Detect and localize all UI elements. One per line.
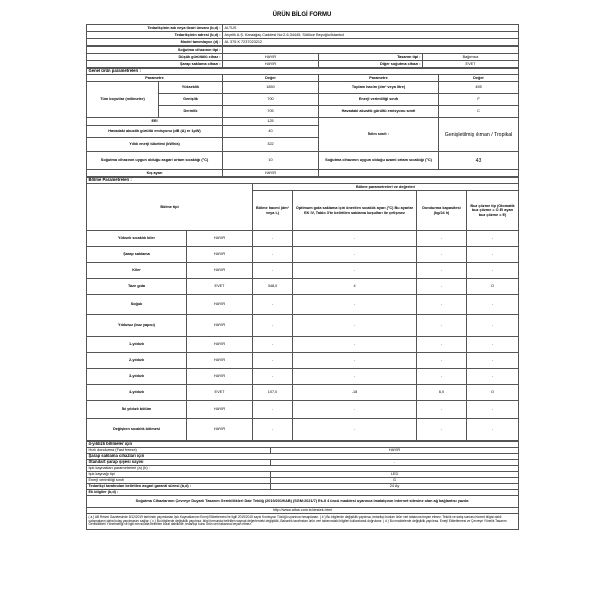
compartment-defrost-type: -: [467, 315, 519, 337]
climate-class-value: Genişletilmiş ılıman / Tropikal: [439, 118, 519, 152]
supplier-address-value: Arçelik A.Ş. Karaağaç Caddesi No:2-6,34445, Sütlüce Beyoğlu/İstanbul: [223, 32, 519, 39]
compartment-volume: -: [253, 315, 293, 337]
compartment-flag: EVET: [187, 385, 253, 401]
height-label: Yükseklik: [159, 82, 223, 94]
energy-class-label: Enerji verimliliği sınıfı: [319, 94, 439, 106]
setting-header: Optimum gıda saklama için önerilen sıcaklık ayarı (°C) Bu ayarlar EK IV, Tablo 3'te belirtilen saklama koşulları ile çelişmez: [293, 191, 417, 231]
compartment-setting: -: [293, 401, 417, 419]
wine-bottles-label: Standart şarap şişesi sayısı: [87, 460, 271, 466]
general-params-title: Genel ürün parametreleri :: [87, 69, 519, 75]
compartment-flag: HAYIR: [187, 419, 253, 441]
compartment-flag: HAYIR: [187, 247, 253, 263]
design-type-label: Tasarım tipi :: [319, 54, 423, 61]
type-label: Soğutma cihazının tipi :: [87, 47, 223, 54]
compartment-freeze-capacity: -: [417, 315, 467, 337]
compartment-freeze-capacity: -: [417, 369, 467, 385]
compartment-name: 3-yıldızlı: [87, 369, 187, 385]
value-header-right: Değer: [439, 75, 519, 82]
compartment-flag: HAYIR: [187, 315, 253, 337]
height-value: 1850: [223, 82, 319, 94]
light-type-value: LED: [271, 472, 519, 478]
wine-storage-label: Şarap saklama cihazı :: [87, 61, 223, 68]
noise-emission-label: Havadaki akustik gürültü emisyonu (dB (A) re 1pW): [87, 126, 223, 138]
volume-header: Bölme hacmi (dm³ veya L): [253, 191, 293, 231]
compartment-row: [87, 385, 519, 401]
compartment-defrost-type: -: [467, 353, 519, 369]
compartment-flag: HAYIR: [187, 369, 253, 385]
supplier-name-label: Tedarikçinin adı veya ticari ünvanı (b,d) :: [87, 25, 223, 32]
compartment-setting: -: [293, 263, 417, 279]
supplier-name-value: ALTUS: [223, 25, 519, 32]
dimensions-label: Tüm boyutlar (milimetre): [87, 82, 159, 118]
compartment-name: Yıldızsız (buz yapıcı): [87, 315, 187, 337]
other-appliance-label: Diğer soğutma cihazı :: [319, 61, 423, 68]
compartment-flag: HAYIR: [187, 231, 253, 247]
max-temp-value: 43: [439, 152, 519, 170]
compartment-flag: HAYIR: [187, 263, 253, 279]
footnote: ( a ) AB Resmi Gazetesinde 5/12/2019 tarihinde yayımlanan Işık Kaynaklarının Enerji Etiketlemesi ile İlgili 2019/2015 sayılı Komisyon Tüzüğü uyarınca hesaplanan. ( b ) Bu bilgilerde değişiklik yapılırsa, tedarikçi bunları ürün veri tabanına beyan etmez. Teknik ve satış sonrası hizmet bilgisi dahil çalışmaların daha kolay yapılmasını sağlar. ( c ) Bu bilgilerde değişiklik yapılırsa, bilgi formunda belirtilen sayısal değerlerdeki değişiklik, Bakanlık tarafından ürün veri tabanındaki bilgileri kullanılarak doğrulanır. ( d ) Bu maddelerde değişiklik yapılırsa, Enerji Etiketlemesi ve Çevreye Yönelik Tasarım Gereklilikleri Yönetmeliği ve ilgili mevzuatta belirtilen kural dahilinde, tedarikçi bunu ürün veri tabanına beyan etmez.: [87, 514, 519, 530]
value-header: Değer: [223, 75, 319, 82]
compartment-row: [87, 353, 519, 369]
compartment-setting: -: [293, 231, 417, 247]
compartment-defrost-type: -: [467, 263, 519, 279]
extra-params-table: [86, 441, 519, 530]
compartment-row: [87, 279, 519, 295]
compartment-setting: -18: [293, 385, 417, 401]
depth-value: 705: [223, 106, 319, 118]
low-noise-value: HAYIR: [223, 54, 319, 61]
compartment-row: [87, 337, 519, 353]
min-temp-label: Soğutma cihazının uygun olduğu asgari ortam sıcaklığı (°C): [87, 152, 223, 170]
total-volume-value: 455: [439, 82, 519, 94]
low-noise-label: Düşük gürültülü cihaz :: [87, 54, 223, 61]
light-class-label: Enerji verimliliği sınıfı: [87, 478, 271, 484]
total-volume-label: Toplam hacim (dm³ veya litre): [319, 82, 439, 94]
compartment-freeze-capacity: -: [417, 263, 467, 279]
light-type-label: Işık kaynağı tipi: [87, 472, 271, 478]
compartment-flag: EVET: [187, 279, 253, 295]
compartment-volume: -: [253, 263, 293, 279]
compartment-setting: -: [293, 353, 417, 369]
wine-storage-value: HAYIR: [223, 61, 319, 68]
compartment-defrost-type: -: [467, 247, 519, 263]
compartment-row: [87, 315, 519, 337]
light-class-value: G: [271, 478, 519, 484]
compartment-setting: -: [293, 337, 417, 353]
other-appliance-value: EVET: [423, 61, 519, 68]
compartment-row: [87, 295, 519, 315]
compartment-volume: -: [253, 295, 293, 315]
compartment-defrost-type: -: [467, 295, 519, 315]
compartment-flag: HAYIR: [187, 337, 253, 353]
compartment-params-title: Bölme Parametreleri :: [87, 178, 519, 184]
light-section-title: Işık kaynakları parametreleri (a) (b) :: [87, 466, 519, 472]
compartment-volume: -: [253, 353, 293, 369]
compartment-name: 1-yıldızlı: [87, 337, 187, 353]
compartment-setting: -: [293, 295, 417, 315]
compartment-row: [87, 369, 519, 385]
warranty-value: 24 Ay: [271, 484, 519, 490]
support-link[interactable]: http://www.altus.com.tr/destek.html: [87, 508, 519, 514]
compartment-table: [86, 177, 519, 441]
compartment-volume: -: [253, 419, 293, 441]
compartment-freeze-capacity: -: [417, 279, 467, 295]
warranty-label: Tedarikçi tarafından belirtilen asgari garanti süresi (b,d) :: [87, 484, 271, 490]
min-temp-value: 10: [223, 152, 319, 170]
page-title: ÜRÜN BİLGİ FORMU: [272, 12, 332, 18]
max-temp-label: Soğutma cihazının uygun olduğu azami ortam sıcaklığı (°C): [319, 152, 439, 170]
compartment-defrost-type: -: [467, 401, 519, 419]
fast-freeze-label: Hızlı dondurma (Fast freeze): [87, 448, 271, 454]
supplier-address-label: Tedarikçinin adresi (b,d) :: [87, 32, 223, 39]
compartment-row: [87, 401, 519, 419]
compartment-defrost-type: -: [467, 369, 519, 385]
param-header-right: Parametre: [319, 75, 439, 82]
compartment-name: 2-yıldızlı: [87, 353, 187, 369]
design-type-value: Bağımsız: [423, 54, 519, 61]
compartment-name: Yüksek sıcaklık kiler: [87, 231, 187, 247]
compartment-freeze-capacity: -: [417, 353, 467, 369]
width-value: 700: [223, 94, 319, 106]
compartment-freeze-capacity: -: [417, 419, 467, 441]
model-value: AL 375 K 7237023212: [223, 39, 519, 46]
energy-class-value: F: [439, 94, 519, 106]
compartment-setting: -: [293, 247, 417, 263]
eei-value: 125: [223, 118, 319, 126]
compartment-row: [87, 419, 519, 441]
model-label: Model tanımlayıcı (d) :: [87, 39, 223, 46]
compartment-name: Soğuk: [87, 295, 187, 315]
compartment-volume: -: [253, 337, 293, 353]
compartment-setting: 4: [293, 279, 417, 295]
compartment-volume: -: [253, 231, 293, 247]
defrost-type-header: Buz çözme tip (Otomatik buz çözme = O El ayarı buz çözme = E): [467, 191, 519, 231]
wine-section-title: Şarap saklama cihazları için: [87, 454, 519, 460]
param-header: Parametre: [87, 75, 223, 82]
compartment-volume: -: [253, 247, 293, 263]
compartment-name: Kiler: [87, 263, 187, 279]
compartment-volume: 107,0: [253, 385, 293, 401]
wine-bottles-value: -: [271, 460, 519, 466]
fast-freeze-value: HAYIR: [271, 448, 519, 454]
compartment-setting: -: [293, 315, 417, 337]
compartment-setting: -: [293, 369, 417, 385]
product-info-form: [86, 10, 518, 530]
supplier-table: [86, 24, 519, 46]
compartment-defrost-type: -: [467, 231, 519, 247]
width-label: Genişlik: [159, 94, 223, 106]
noise-class-value: C: [439, 106, 519, 118]
freeze-capacity-header: Dondurma kapasitesi (kg/24 h): [417, 191, 467, 231]
compartment-name: Taze gıda: [87, 279, 187, 295]
general-params-table: [86, 68, 519, 177]
compartment-group-header: Bölme parametreleri ve değerleri: [253, 184, 519, 191]
compartment-flag: HAYIR: [187, 295, 253, 315]
compartment-freeze-capacity: -: [417, 401, 467, 419]
compartment-freeze-capacity: -: [417, 247, 467, 263]
compartment-defrost-type: O: [467, 279, 519, 295]
compartment-volume: -: [253, 369, 293, 385]
compartment-name: Değişken sıcaklık bölmesi: [87, 419, 187, 441]
depth-label: Derinlik: [159, 106, 223, 118]
climate-class-label: İklim sınıfı :: [319, 118, 439, 152]
compartment-type-header: Bölme tipi: [87, 184, 253, 231]
four-star-title: 4-yıldızlı bölmeler için: [87, 442, 519, 448]
compartment-row: [87, 231, 519, 247]
noise-class-label: Havadaki akustik gürültü emisyonu sınıfı: [319, 106, 439, 118]
extra-info-title: Ek bilgiler (b,d) :: [87, 490, 519, 496]
type-table: [86, 46, 519, 68]
noise-emission-value: 40: [223, 126, 319, 138]
extra-info-text: Soğutma Cihazlarının Çevreye Duyarlı Tasarım Gereklilikleri Dair Tebliğ (2019/2019/AB) (SGM:2021/7) Ek-II 4 üncü maddesi uyarınca imalatçının internet sitesine olan ağ bağlantısı yazılır.: [87, 496, 519, 508]
compartment-row: [87, 263, 519, 279]
compartment-row: [87, 247, 519, 263]
compartment-freeze-capacity: -: [417, 231, 467, 247]
compartment-name: İki yıldızlı bölüm: [87, 401, 187, 419]
annual-energy-value: 322: [223, 138, 319, 152]
compartment-volume: -: [253, 401, 293, 419]
compartment-defrost-type: O: [467, 385, 519, 401]
compartment-name: Şarap saklama: [87, 247, 187, 263]
compartment-name: 4-yıldızlı: [87, 385, 187, 401]
compartment-defrost-type: -: [467, 337, 519, 353]
compartment-flag: HAYIR: [187, 353, 253, 369]
winter-label: Kış ayarı: [87, 170, 223, 177]
compartment-defrost-type: -: [467, 419, 519, 441]
eei-label: EEI: [87, 118, 223, 126]
compartment-freeze-capacity: 6,0: [417, 385, 467, 401]
compartment-freeze-capacity: -: [417, 295, 467, 315]
compartment-freeze-capacity: -: [417, 337, 467, 353]
winter-value: HAYIR: [223, 170, 319, 177]
compartment-volume: 348,0: [253, 279, 293, 295]
compartment-flag: HAYIR: [187, 401, 253, 419]
annual-energy-label: Yıllık enerji tüketimi (kWh/a): [87, 138, 223, 152]
compartment-setting: -: [293, 419, 417, 441]
